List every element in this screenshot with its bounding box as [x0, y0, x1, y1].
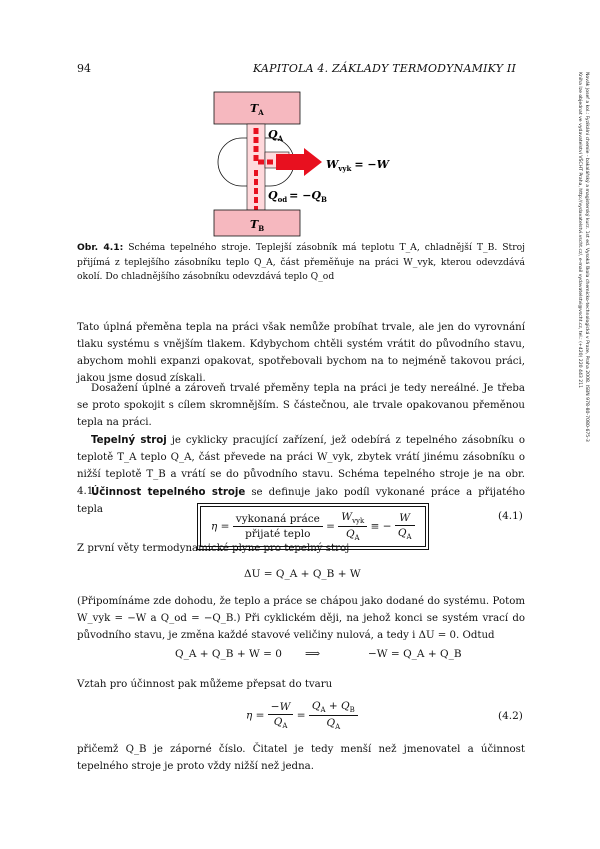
side-citation-line-2: Kniha lze objednat ve vydavatelství VŠCHT Praha, http://vydavatelstvi.vscht.cz/, e-mail vydavatelstvi@vscht.cz, tel.: (+420) 220 443 211 — [577, 72, 582, 389]
equation-cycle-arrow: ⟹ — [305, 648, 321, 660]
eq41-numerator: vykonaná práce — [233, 513, 323, 527]
equation-cycle-right: −W = Q_A + Q_B — [368, 648, 462, 660]
running-head: KAPITOLA 4. ZÁKLADY TERMODYNAMIKY II — [253, 62, 516, 75]
cold-reservoir-label: $T_B$ — [250, 218, 265, 233]
heat-engine-figure — [150, 88, 450, 238]
term-efficiency: Účinnost tepelného stroje — [91, 487, 246, 498]
side-citation-line-1: Novák Josef a kol.: Fyzikální chemie - bakalářský a magisterský kurz. 1st ed. Vysoká škola chemicko-technologická v Praze, Praha 2008. ISBN 978-80-7080-675-3 — [584, 72, 589, 442]
paragraph-5: Z první věty termodynamické plyne pro tepelný stroj — [77, 543, 350, 554]
equation-4-2-number: (4.2) — [498, 710, 523, 722]
equation-cycle-left: Q_A + Q_B + W = 0 — [175, 648, 282, 660]
caption-label: Obr. 4.1: — [77, 242, 124, 253]
paragraph-7: Vztah pro účinnost pak můžeme přepsat do tvaru — [77, 679, 333, 690]
paragraph-2: Dosažení úplné a zároveň trvalé přeměny tepla na práci je tedy nereálné. Je třeba se proto spokojit s cílem skromnějším. S částečnou, ale trvale opakovanou přeměnou tepla na práci. — [77, 383, 525, 428]
term-heat-engine: Tepelný stroj — [91, 435, 167, 446]
equation-4-1-number: (4.1) — [498, 510, 523, 522]
paragraph-4-text: se definuje jako podíl vykonané práce a přijatého tepla — [77, 487, 525, 515]
work-arrow-shaft — [276, 154, 304, 170]
work-arrow-head — [304, 148, 322, 176]
eq41-denominator: přijaté teplo — [245, 528, 311, 541]
figure-caption — [77, 241, 525, 285]
equation-4-2: η = $\frac{-W}{Q_A}$ = $\frac{Q_A + Q_B}{Q_A}$ — [246, 700, 358, 731]
equation-delta-u: ΔU = Q_A + Q_B + W — [244, 568, 361, 580]
qa-label: $Q_A$ — [268, 128, 284, 143]
paragraph-6: (Připomínáme zde dohodu, že teplo a práce se chápou jako dodané do systému. Potom W_vyk = −W a Q_od = −Q_B.) Při cyklickém ději, na jehož konci se systém vrací do původního stavu, je změna každé stavové veličiny nulová, a tedy i ΔU = 0. Odtud — [77, 596, 525, 641]
paragraph-3-text: je cyklicky pracující zařízení, jež odebírá z tepelného zásobníku o teplotě T_A teplo Q_A, část převede na práci W_vyk, zbytek vrátí jinému zásobníku o nižší teplotě T_B a vrátí se do původního stavu. Schéma tepelného stroje je na obr. 4.1. — [77, 435, 525, 497]
page-number: 94 — [77, 62, 91, 75]
side-citation — [576, 72, 590, 442]
caption-text: Schéma tepelného stroje. Teplejší zásobník má teplotu T_A, chladnější T_B. Stroj přijímá z teplejšího zásobníku teplo Q_A, část přeměňuje na práci W_vyk, kterou odevzdává okolí. Do chladnějšího zásobníku odevzdává teplo Q_od — [77, 242, 525, 282]
paragraph-8: přičemž Q_B je záporné číslo. Čitatel je tedy menší než jmenovatel a účinnost tepelného stroje je proto vždy nižší než jedna. — [77, 744, 525, 772]
equation-4-1: η = $\frac{\text{vykonaná práce}}{\text{přijaté teplo}}$ = $\frac{W_{vyk}}{Q_A}$ ≡ − $\frac{W}{Q_A}$ — [200, 506, 426, 547]
paragraph-1: Tato úplná přeměna tepla na práci však nemůže probíhat trvale, ale jen do vyrovnání tlaku systému s vnějším tlakem. Kdybychom chtěli systém vrátit do původního stavu, abychom mohli expanzi opakovat, spotřebovali bychom na to nejméně takovou práci, jakou jsme dosud získali. — [77, 322, 525, 384]
hot-reservoir-label: $T_A$ — [250, 102, 264, 117]
qod-label: $Q_{od} = -Q_B$ — [268, 189, 327, 204]
work-label: $W_{vyk} = -W$ — [326, 158, 389, 173]
